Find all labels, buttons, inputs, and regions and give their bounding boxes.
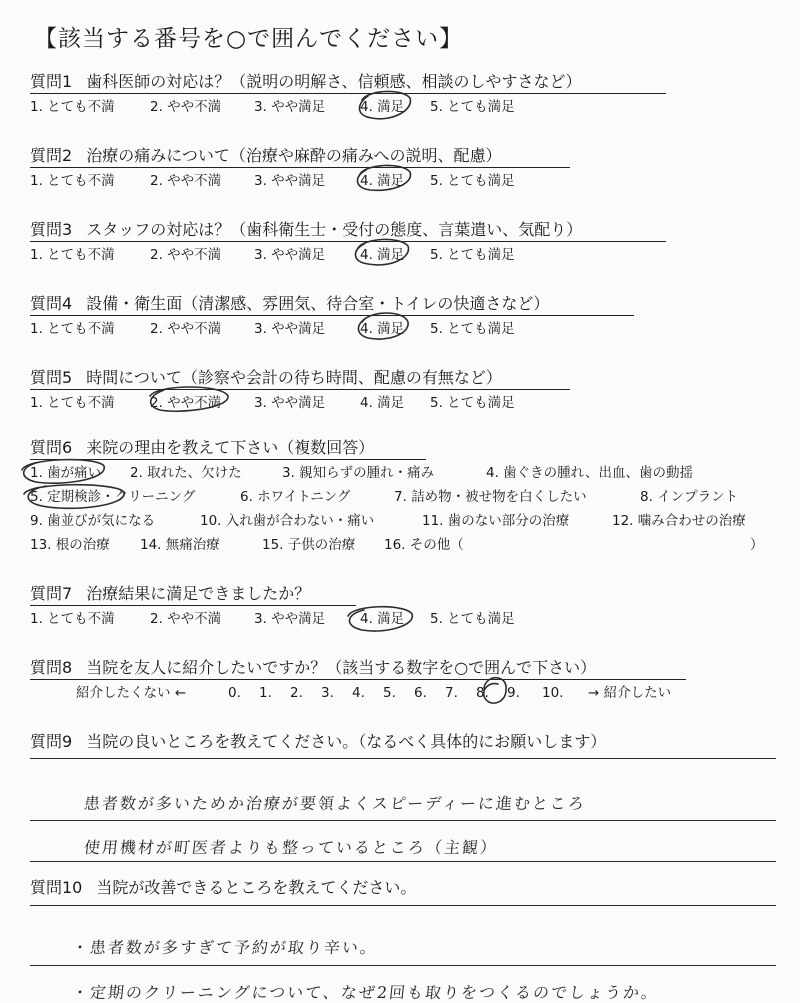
option-1[interactable]: 1. とても不満 [30, 99, 115, 115]
reason-option[interactable]: 6. ホワイトニング [240, 489, 351, 505]
reason-option[interactable]: 4. 歯ぐきの腫れ、出血、歯の動揺 [486, 465, 693, 481]
reason-option[interactable]: 7. 詰め物・被せ物を白くしたい [394, 489, 587, 505]
satisfaction-options [30, 610, 515, 628]
scale-3[interactable]: 3. [321, 685, 334, 701]
option-5[interactable]: 5. とても満足 [430, 321, 515, 337]
option-1[interactable]: 1. とても不満 [30, 395, 115, 411]
scale-9[interactable]: 9. [507, 685, 520, 701]
underline [30, 241, 666, 242]
scale-right-label: → 紹介したい [588, 685, 672, 701]
question-text: スタッフの対応は？（歯科衛生士・受付の態度、言葉遣い、気配り） [86, 220, 583, 239]
underline [30, 389, 570, 390]
reason-option[interactable]: 13. 根の治療 [30, 537, 110, 553]
question-6-heading [30, 438, 374, 458]
reason-option[interactable]: 2. 取れた、欠けた [130, 465, 242, 481]
option-4[interactable]: 4. 満足 [360, 173, 405, 189]
reason-option[interactable]: 8. インプラント [640, 489, 739, 505]
question-3-heading [30, 220, 582, 240]
scale-7[interactable]: 7. [445, 685, 458, 701]
handwritten-answer-2: 使用機材が町医者よりも整っているところ（主観） [82, 838, 499, 857]
question-1-heading [30, 72, 582, 92]
underline [30, 605, 356, 606]
question-text: 来院の理由を教えて下さい（複数回答） [86, 438, 375, 457]
question-number: 質問5 [30, 368, 73, 387]
question-7-heading [30, 584, 310, 604]
scale-8[interactable]: 8. [476, 685, 489, 701]
question-number: 質問9 [30, 732, 73, 751]
option-3[interactable]: 3. やや満足 [254, 247, 326, 263]
scale-1[interactable]: 1. [259, 685, 272, 701]
question-text: 設備・衛生面（清潔感、雰囲気、待合室・トイレの快適さなど） [86, 294, 550, 313]
scale-left-label: 紹介したくない ← [76, 685, 187, 701]
question-number: 質問1 [30, 72, 73, 91]
writing-line [30, 861, 776, 862]
scale-0[interactable]: 0. [228, 685, 241, 701]
question-number: 質問7 [30, 584, 73, 603]
satisfaction-options [30, 246, 515, 264]
question-5-heading [30, 368, 502, 388]
option-2[interactable]: 2. やや不満 [150, 611, 222, 627]
option-3[interactable]: 3. やや満足 [254, 611, 326, 627]
option-4[interactable]: 4. 満足 [360, 247, 405, 263]
page-title: 【該当する番号を○で囲んでください】 [34, 26, 464, 52]
satisfaction-options [30, 394, 515, 412]
option-1[interactable]: 1. とても不満 [30, 173, 115, 189]
reason-option[interactable]: 9. 歯並びが気になる [30, 513, 156, 529]
reason-option[interactable]: 15. 子供の治療 [262, 537, 356, 553]
question-number: 質問10 [30, 878, 83, 897]
question-9-heading [30, 732, 606, 752]
handwritten-answer-1: ・患者数が多すぎて予約が取り辛い。 [70, 938, 379, 957]
scale-4[interactable]: 4. [352, 685, 365, 701]
question-text: 歯科医師の対応は？（説明の明解さ、信頼感、相談のしやすさなど） [86, 72, 582, 91]
question-2-heading [30, 146, 502, 166]
scale-2[interactable]: 2. [290, 685, 303, 701]
reason-option[interactable]: 1. 歯が痛い [30, 465, 102, 481]
underline [30, 93, 666, 94]
option-3[interactable]: 3. やや満足 [254, 173, 326, 189]
reason-row-3 [30, 512, 746, 530]
option-1[interactable]: 1. とても不満 [30, 321, 115, 337]
reason-option[interactable]: 10. 入れ歯が合わない・痛い [200, 513, 375, 529]
option-2[interactable]: 2. やや不満 [150, 247, 222, 263]
question-number: 質問4 [30, 294, 73, 313]
question-number: 質問8 [30, 658, 73, 677]
underline [30, 679, 686, 680]
scale-5[interactable]: 5. [383, 685, 396, 701]
option-2[interactable]: 2. やや不満 [150, 321, 222, 337]
satisfaction-options [30, 172, 515, 190]
option-5[interactable]: 5. とても満足 [430, 99, 515, 115]
underline [30, 459, 426, 460]
option-5[interactable]: 5. とても満足 [430, 173, 515, 189]
question-text: 治療の痛みについて（治療や麻酔の痛みへの説明、配慮） [86, 146, 502, 165]
option-5[interactable]: 5. とても満足 [430, 247, 515, 263]
reason-option-other[interactable]: 16. その他（ [384, 537, 464, 553]
question-text: 時間について（診察や会計の待ち時間、配慮の有無など） [86, 368, 502, 387]
option-3[interactable]: 3. やや満足 [254, 99, 326, 115]
reason-row-1 [30, 464, 693, 482]
question-number: 質問2 [30, 146, 73, 165]
option-5[interactable]: 5. とても満足 [430, 395, 515, 411]
question-number: 質問6 [30, 438, 73, 457]
underline [30, 315, 634, 316]
question-4-heading [30, 294, 549, 314]
reason-row-2 [30, 488, 738, 506]
option-1[interactable]: 1. とても不満 [30, 611, 115, 627]
reason-option[interactable]: 11. 歯のない部分の治療 [422, 513, 570, 529]
option-4[interactable]: 4. 満足 [360, 395, 405, 411]
scale-10[interactable]: 10. [542, 685, 564, 701]
option-1[interactable]: 1. とても不満 [30, 247, 115, 263]
reason-row-4 [30, 536, 764, 554]
question-text: 治療結果に満足できましたか？ [86, 584, 311, 603]
writing-line [30, 905, 776, 906]
question-number: 質問3 [30, 220, 73, 239]
question-text: 当院の良いところを教えてください。（なるべく具体的にお願いします） [86, 732, 607, 751]
reason-option[interactable]: 12. 噛み合わせの治療 [612, 513, 746, 529]
question-10-heading [30, 878, 416, 898]
option-4[interactable]: 4. 満足 [360, 99, 405, 115]
reason-option[interactable]: 14. 無痛治療 [140, 537, 220, 553]
option-2[interactable]: 2. やや不満 [150, 99, 222, 115]
option-5[interactable]: 5. とても満足 [430, 611, 515, 627]
question-text: 当院が改善できるところを教えてください。 [96, 878, 417, 897]
writing-line [30, 965, 776, 966]
writing-line [30, 820, 776, 821]
handwritten-answer-1: 患者数が多いためか治療が要領よくスピーディーに進むところ [82, 794, 587, 813]
option-2[interactable]: 2. やや不満 [150, 173, 222, 189]
option-4[interactable]: 4. 満足 [360, 321, 405, 337]
satisfaction-options [30, 320, 515, 338]
satisfaction-options [30, 98, 515, 116]
scale-6[interactable]: 6. [414, 685, 427, 701]
recommend-scale [76, 684, 671, 702]
question-text: 当院を友人に紹介したいですか？（該当する数字を○で囲んで下さい） [86, 658, 597, 677]
underline [30, 167, 570, 168]
reason-option[interactable]: 5. 定期検診・クリーニング [30, 489, 196, 505]
handwritten-answer-2: ・定期のクリーニングについて、なぜ2回も取りをつくるのでしょうか。 [70, 983, 661, 1002]
option-3[interactable]: 3. やや満足 [254, 321, 326, 337]
option-3[interactable]: 3. やや満足 [254, 395, 326, 411]
option-2[interactable]: 2. やや不満 [150, 395, 222, 411]
writing-line [30, 758, 776, 759]
other-close-paren: ） [750, 537, 764, 553]
reason-option[interactable]: 3. 親知らずの腫れ・痛み [282, 465, 435, 481]
question-8-heading [30, 658, 596, 678]
option-4[interactable]: 4. 満足 [360, 611, 405, 627]
